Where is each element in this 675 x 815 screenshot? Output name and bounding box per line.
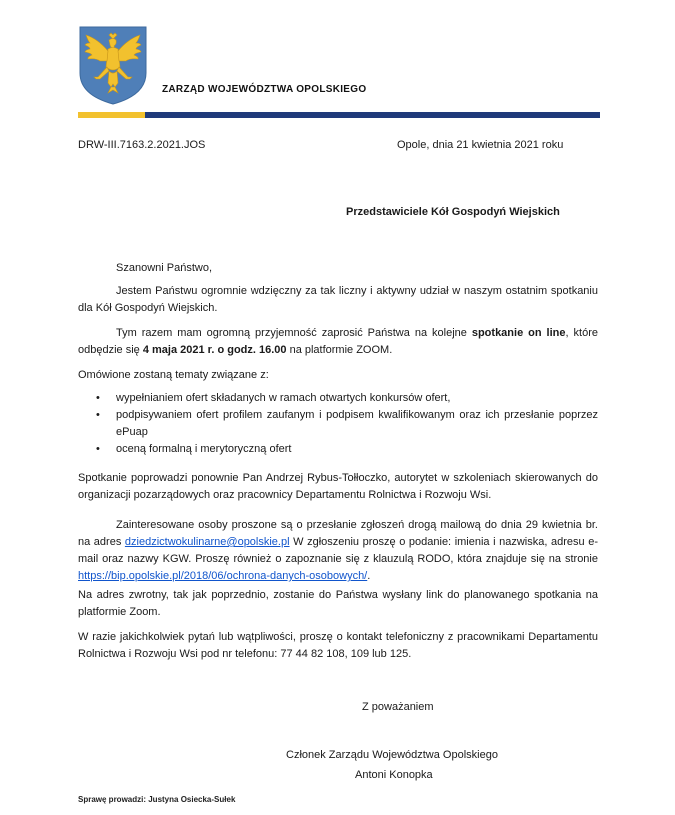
registration-text-b: W zgłoszeniu proszę o podanie: imienia i nazwiska, adresu e-mail oraz nazwy KGW. Proszę również o zapoznanie się z klauzulą RODO, która znajduje się na stronie xyxy=(78,536,598,565)
paragraph-presenter: Spotkanie poprowadzi ponownie Pan Andrzej Rybus-Tołłoczko, autorytet w szkoleniach skierowanych do organizacji pozarządowych oraz pracownicy Departamentu Rolnictwa i Rozwoju Wsi. xyxy=(78,472,598,501)
topic-text: oceną formalną i merytoryczną ofert xyxy=(116,443,292,455)
header-bar-yellow xyxy=(78,112,145,118)
header-bar-blue xyxy=(145,112,600,118)
invitation-text-c: , które odbędzie się xyxy=(78,327,598,356)
invitation-text-e: na platformie ZOOM. xyxy=(286,344,393,356)
bullet-icon: • xyxy=(96,392,100,404)
recipient: Przedstawiciele Kół Gospodyń Wiejskich xyxy=(346,206,560,218)
topic-text: wypełnianiem ofert składanych w ramach otwartych konkursów ofert, xyxy=(116,392,451,404)
closing: Z poważaniem xyxy=(362,701,434,713)
paragraph-thanks: Jestem Państwu ogromnie wdzięczny za tak liczny i aktywny udział w naszym ostatnim spotkaniu dla Kół Gospodyń Wiejskich. xyxy=(78,285,598,314)
handled-by: Sprawę prowadzi: Justyna Osiecka-Sułek xyxy=(78,795,236,804)
bullet-icon: • xyxy=(96,443,100,455)
reference-number: DRW-III.7163.2.2021.JOS xyxy=(78,139,206,151)
signatory-name: Antoni Konopka xyxy=(355,769,433,781)
invitation-meeting-type: spotkanie on line xyxy=(471,327,566,339)
bullet-icon: • xyxy=(96,409,100,421)
greeting: Szanowni Państwo, xyxy=(116,262,212,274)
email-link[interactable]: dziedzictwokulinarne@opolskie.pl xyxy=(124,536,290,548)
organization-name: ZARZĄD WOJEWÓDZTWA OPOLSKIEGO xyxy=(162,84,367,95)
list-item xyxy=(78,390,598,407)
paragraph-invitation xyxy=(78,325,598,359)
list-item xyxy=(78,441,598,458)
coat-of-arms-icon xyxy=(78,25,148,105)
invitation-date-time: 4 maja 2021 r. o godz. 16.00 xyxy=(142,344,287,356)
paragraph-contact: W razie jakichkolwiek pytań lub wątpliwości, proszę o kontakt telefoniczny z pracownikami Departamentu Rolnictwa i Rozwoju Wsi pod nr telefonu: 77 44 82 108, 109 lub 125. xyxy=(78,631,598,660)
invitation-text-a: Tym razem mam ogromną przyjemność zaprosić Państwa na kolejne xyxy=(116,327,472,339)
topics-list xyxy=(78,390,598,458)
signatory-title: Członek Zarządu Województwa Opolskiego xyxy=(286,749,498,761)
topic-text: podpisywaniem ofert profilem zaufanym i podpisem kwalifikowanym oraz ich przesłanie poprzez ePuap xyxy=(116,409,598,438)
paragraph-registration xyxy=(78,517,598,585)
rodo-link[interactable]: https://bip.opolskie.pl/2018/06/ochrona-danych-osobowych/ xyxy=(78,570,368,582)
list-item xyxy=(78,407,598,441)
registration-text-a: Zainteresowane osoby proszone są o przesłanie zgłoszeń drogą mailową do dnia 29 kwietnia br. na adres xyxy=(78,519,598,548)
registration-text-c: . xyxy=(367,570,371,582)
place-date: Opole, dnia 21 kwietnia 2021 roku xyxy=(397,139,564,151)
topics-intro: Omówione zostaną tematy związane z: xyxy=(78,369,269,381)
paragraph-zoom-link: Na adres zwrotny, tak jak poprzednio, zostanie do Państwa wysłany link do planowanego spotkania na platformie Zoom. xyxy=(78,589,598,618)
